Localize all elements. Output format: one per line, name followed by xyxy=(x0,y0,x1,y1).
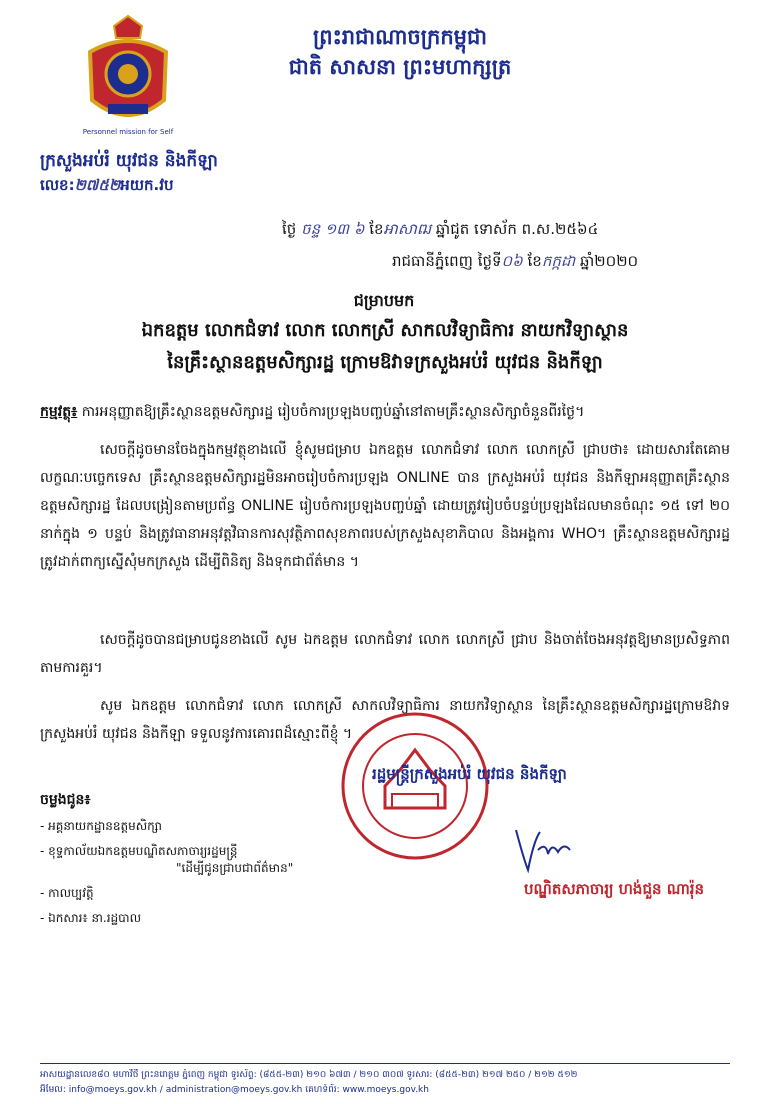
kingdom-motto: ជាតិ សាសនា ព្រះមហាក្សត្រ xyxy=(288,55,512,79)
day-handwritten: ចន្ទ ១៣ ៦ xyxy=(301,220,365,238)
day-number-handwritten: ០៦ xyxy=(501,252,523,270)
cc-item: - ឯកសារ៖ នា.រដ្ឋបាល xyxy=(40,911,142,925)
subject-line xyxy=(40,398,730,426)
kingdom-title: ព្រះរាជាណាចក្រកម្ពុជា xyxy=(312,25,487,49)
solar-year: ឆ្នាំ២០២០ xyxy=(579,252,639,270)
footer-contact: អ៊ីមែល: info@moeys.gov.kh / administration@moeys.gov.kh គេហទំព័រ: www.moeys.gov.kh xyxy=(40,1085,429,1095)
body-paragraph-3: សូម ឯកឧត្តម លោកជំទាវ លោក លោកស្រី សាកលវិទ្យាធិការ នាយកវិទ្យាស្ថាន នៃគ្រឹះស្ថានឧត្តមសិក្សារដ្ឋក្រោមឱវាទក្រសួងអប់រំ យុវជន និងកីឡា ទទួលនូវការគោរពដ៏ស្មោះពីខ្ញុំ ។ xyxy=(40,698,730,742)
cc-note: "ដើម្បីជូនជ្រាបជាព័ត៌មាន" xyxy=(176,861,294,875)
recipient-line-1: ឯកឧត្តម លោកជំទាវ លោក លោកស្រី សាកលវិទ្យាធិការ នាយកវិទ្យាស្ថាន xyxy=(141,320,629,341)
sender-ministry: ក្រសួងអប់រំ យុវជន និងកីឡា xyxy=(40,151,218,171)
cc-item: - កាលប្បវត្តិ xyxy=(40,886,94,900)
cc-item: - អគ្គនាយកដ្ឋានឧត្តមសិក្សា xyxy=(40,819,162,833)
signatory-title: រដ្ឋមន្ត្រីក្រសួងអប់រំ យុវជន និងកីឡា xyxy=(372,765,567,783)
solar-date xyxy=(392,252,638,274)
recipient-line-2: នៃគ្រឹះស្ថានឧត្តមសិក្សារដ្ឋ ក្រោមឱវាទក្រសួងអប់រំ យុវជន និងកីឡា xyxy=(167,352,603,373)
lunar-date xyxy=(282,220,598,242)
handwritten-signature-icon xyxy=(510,820,580,880)
month-prefix: ខែ xyxy=(369,220,384,238)
ref-prefix: លេខ: xyxy=(40,176,75,194)
footer-divider xyxy=(40,1063,730,1064)
footer-address: អាសយដ្ឋានលេខ៨០ មហាវិថី ព្រះនរោត្តម ភ្នំពេញ កម្ពុជា ទូរស័ព្ទ: (៨៥៥-២៣) ២១០ ៦៧៣ / ២១០ ៣០៧ ទូរសារ: (៨៥៥-២៣) ២១៧ ២៥០ / ២១២ ៥១២ xyxy=(40,1070,578,1080)
ref-suffix: អយក.វប xyxy=(120,176,174,194)
ministry-emblem-icon xyxy=(78,12,178,142)
body-paragraph-1: សេចក្តីដូចមានចែងក្នុងកម្មវត្ថុខាងលើ ខ្ញុំសូមជម្រាប ឯកឧត្តម លោកជំទាវ លោក លោកស្រី ជ្រាបថា៖ ដោយសារតែគោមលក្ខណៈបច្ចេកទេស គ្រឹះស្ថានឧត្តមសិក្សារដ្ឋមិនអាចរៀបចំការប្រឡង ONLINE បាន ក្រសួងអប់រំ យុវជន និងកីឡាអនុញ្ញាតគ្រឹះស្ថានឧត្តមសិក្សារដ្ឋ ដែលបង្រៀនតាមប្រព័ន្ធ ONLINE រៀបចំការប្រឡងបញ្ចប់ឆ្នាំ ដោយត្រូវរៀបចំបន្ទប់ប្រឡងដែលមានចំណុះ ១៥ ទៅ ២០ នាក់ក្នុង ១ បន្ទប់ និងត្រូវធានាអនុវត្តវិធានការសុវត្ថិភាពសុខភាពរបស់ក្រសួងសុខាភិបាល និងអង្គការ WHO។ គ្រឹះស្ថានឧត្តមសិក្សារដ្ឋត្រូវដាក់ពាក្យស្នើសុំមកក្រសួង ដើម្បីពិនិត្យ និងទុកជាព័ត៌មាន ។ xyxy=(40,442,730,570)
subject-text: ការអនុញ្ញាតឱ្យគ្រឹះស្ថានឧត្តមសិក្សារដ្ឋ រៀបចំការប្រឡងបញ្ចប់ឆ្នាំនៅតាមគ្រឹះស្ថានសិក្សាចំនួនពីរថ្ងៃ។ xyxy=(77,404,585,420)
body-paragraph-2: សេចក្តីដូចបានជម្រាបជូនខាងលើ សូម ឯកឧត្តម លោកជំទាវ លោក លោកស្រី ជ្រាប និងចាត់ចែងអនុវត្តឱ្យមានប្រសិទ្ធភាព តាមការគួរ។ xyxy=(40,632,730,676)
recipient-label: ជម្រាបមក xyxy=(353,291,415,310)
ref-handwritten: ២៧៥២ xyxy=(74,176,121,194)
emblem-caption: Personnel mission for Self xyxy=(82,128,174,136)
month-handwritten: អាសាឍ xyxy=(383,220,432,238)
signatory-name: បណ្ឌិតសភាចារ្យ ហង់ជួន ណារ៉ុន xyxy=(524,880,705,898)
cc-title: ចម្លងជូន៖ xyxy=(40,792,91,808)
lunar-year: ឆ្នាំជូត ទោស័ក ព.ស.២៥៦៤ xyxy=(435,220,599,238)
month2-prefix: ខែ xyxy=(527,252,542,270)
reference-number xyxy=(40,176,174,198)
cc-item: - ខុទ្ទកាល័យឯកឧត្តមបណ្ឌិតសភាចារ្យរដ្ឋមន្ត្រី xyxy=(40,844,238,858)
place-prefix: រាជធានីភ្នំពេញ ថ្ងៃទី xyxy=(392,252,502,270)
day-prefix: ថ្ងៃ xyxy=(282,220,297,238)
month2-handwritten: កក្កដា xyxy=(541,252,576,270)
letterhead-kingdom xyxy=(270,22,530,82)
subject-label: កម្មវត្ថុ៖ xyxy=(40,404,78,420)
